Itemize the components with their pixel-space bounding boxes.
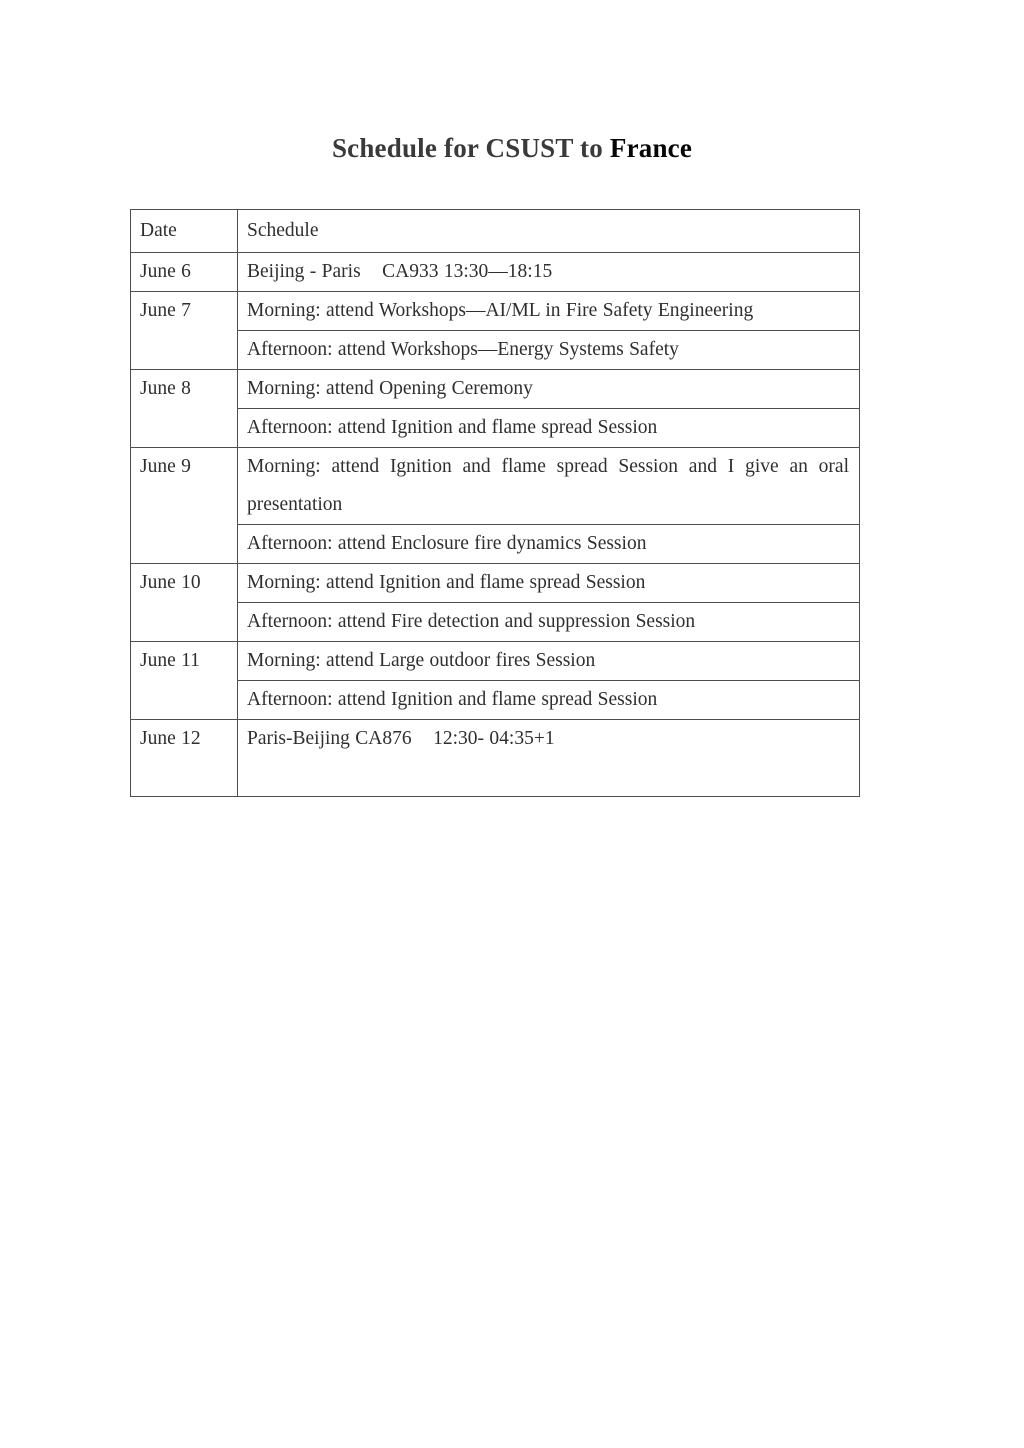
header-row	[131, 210, 860, 253]
schedule-table-body	[131, 210, 860, 797]
schedule-table	[130, 209, 860, 797]
page-title	[0, 0, 1024, 165]
header-cell-date: Date	[131, 210, 238, 253]
date-cell: June 10	[131, 564, 238, 642]
table-row	[131, 603, 860, 642]
date-cell: June 6	[131, 253, 238, 292]
date-cell: June 9	[131, 448, 238, 564]
page-title-main: Schedule for CSUST to	[331, 133, 610, 163]
schedule-cell: Paris-Beijing CA876 12:30- 04:35+1	[238, 720, 860, 797]
schedule-cell: Beijing - Paris CA933 13:30—18:15	[238, 253, 860, 292]
date-cell: June 11	[131, 642, 238, 720]
date-cell: June 8	[131, 370, 238, 448]
table-row	[131, 448, 860, 525]
page-title-accent: France	[609, 133, 693, 163]
schedule-cell: Morning: attend Ignition and flame spread Session	[238, 564, 860, 603]
table-row	[131, 292, 860, 331]
schedule-cell: Afternoon: attend Enclosure fire dynamics Session	[238, 525, 860, 564]
table-row	[131, 409, 860, 448]
table-row	[131, 525, 860, 564]
schedule-cell: Afternoon: attend Workshops—Energy Systems Safety	[238, 331, 860, 370]
table-row	[131, 720, 860, 797]
schedule-cell: Afternoon: attend Fire detection and suppression Session	[238, 603, 860, 642]
schedule-cell: Afternoon: attend Ignition and flame spread Session	[238, 409, 860, 448]
schedule-cell: Morning: attend Opening Ceremony	[238, 370, 860, 409]
table-row	[131, 370, 860, 409]
date-cell: June 12	[131, 720, 238, 797]
schedule-cell: Morning: attend Large outdoor fires Session	[238, 642, 860, 681]
table-row	[131, 253, 860, 292]
schedule-cell: Morning: attend Ignition and flame spread Session and I give an oral presentation	[238, 448, 860, 525]
schedule-cell: Afternoon: attend Ignition and flame spread Session	[238, 681, 860, 720]
table-row	[131, 681, 860, 720]
table-row	[131, 642, 860, 681]
date-cell: June 7	[131, 292, 238, 370]
table-row	[131, 564, 860, 603]
schedule-cell: Morning: attend Workshops—AI/ML in Fire Safety Engineering	[238, 292, 860, 331]
header-cell-schedule: Schedule	[238, 210, 860, 253]
table-row	[131, 331, 860, 370]
